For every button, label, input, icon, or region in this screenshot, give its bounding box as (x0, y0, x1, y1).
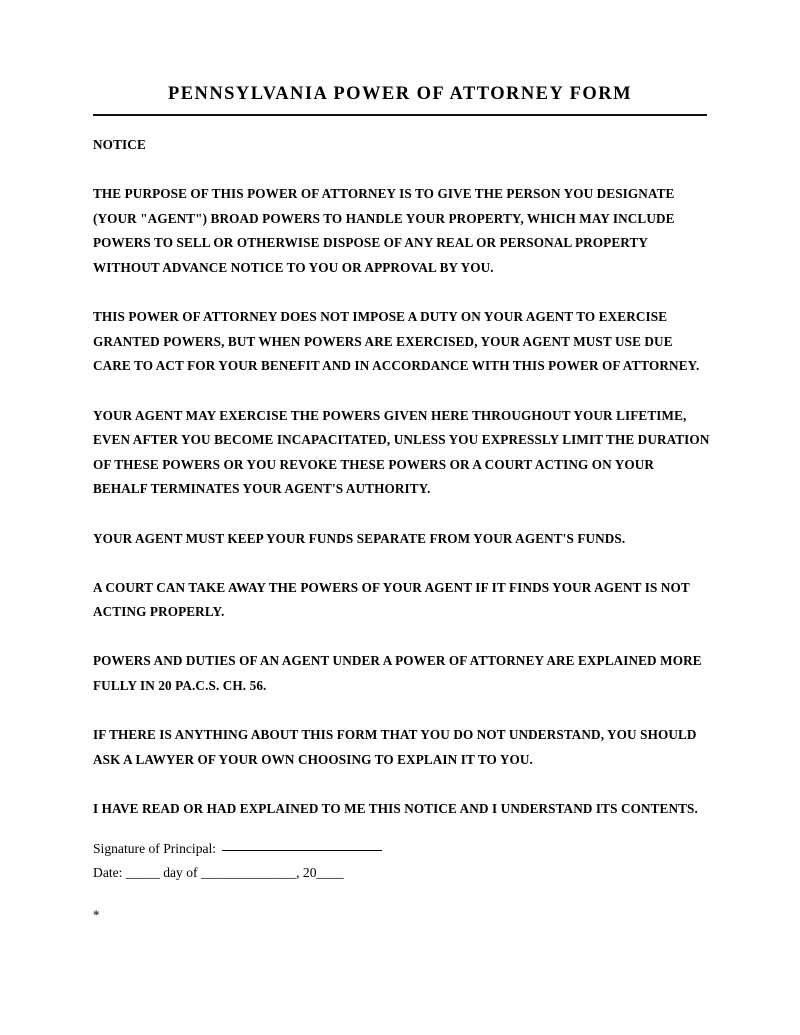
signature-block (93, 837, 711, 885)
notice-paragraph-3: YOUR AGENT MAY EXERCISE THE POWERS GIVEN HERE THROUGHOUT YOUR LIFETIME, EVEN AFTER YOU BECOME INCAPACITATED, UNLESS YOU EXPRESSLY LIMIT THE DURATION OF THESE POWERS OR YOU REVOKE THESE POWERS OR A COURT ACTING ON YOUR BEHALF TERMINATES YOUR AGENT'S AUTHORITY. (93, 407, 710, 497)
page-title: PENNSYLVANIA POWER OF ATTORNEY FORM (168, 84, 632, 104)
date-line[interactable]: Date: _____ day of ______________, 20____ (93, 865, 344, 880)
notice-paragraph-2: THIS POWER OF ATTORNEY DOES NOT IMPOSE A DUTY ON YOUR AGENT TO EXERCISE GRANTED POWERS, BUT WHEN POWERS ARE EXERCISED, YOUR AGENT MUST USE DUE CARE TO ACT FOR YOUR BENEFIT AND IN ACCORDANCE WITH THIS POWER OF ATTORNEY. (93, 309, 700, 374)
notice-paragraph-5: A COURT CAN TAKE AWAY THE POWERS OF YOUR AGENT IF IT FINDS YOUR AGENT IS NOT ACTING PROPERLY. (93, 579, 690, 620)
section-heading-notice: NOTICE (93, 137, 146, 152)
principal-signature-line[interactable] (222, 850, 382, 851)
principal-signature-label: Signature of Principal: (93, 841, 217, 856)
notice-paragraph-8: I HAVE READ OR HAD EXPLAINED TO ME THIS NOTICE AND I UNDERSTAND ITS CONTENTS. (93, 801, 698, 817)
notice-paragraph-6: POWERS AND DUTIES OF AN AGENT UNDER A POWER OF ATTORNEY ARE EXPLAINED MORE FULLY IN 20 PA.C.S. CH. 56. (93, 653, 702, 694)
notice-body (93, 133, 711, 822)
footnote-asterisk: * (93, 907, 100, 922)
principal-signature-row (93, 837, 711, 861)
title-divider (93, 114, 707, 116)
notice-paragraph-1: THE PURPOSE OF THIS POWER OF ATTORNEY IS TO GIVE THE PERSON YOU DESIGNATE (YOUR "AGENT") BROAD POWERS TO HANDLE YOUR PROPERTY, WHICH MAY INCLUDE POWERS TO SELL OR OTHERWISE DISPOSE OF ANY REAL OR PERSONAL PROPERTY WITHOUT ADVANCE NOTICE TO YOU OR APPROVAL BY YOU. (93, 186, 675, 275)
notice-paragraph-7: IF THERE IS ANYTHING ABOUT THIS FORM THAT YOU DO NOT UNDERSTAND, YOU SHOULD ASK A LAWYER OF YOUR OWN CHOOSING TO EXPLAIN IT TO YOU. (93, 727, 697, 767)
notice-paragraph-4: YOUR AGENT MUST KEEP YOUR FUNDS SEPARATE FROM YOUR AGENT'S FUNDS. (93, 530, 626, 546)
